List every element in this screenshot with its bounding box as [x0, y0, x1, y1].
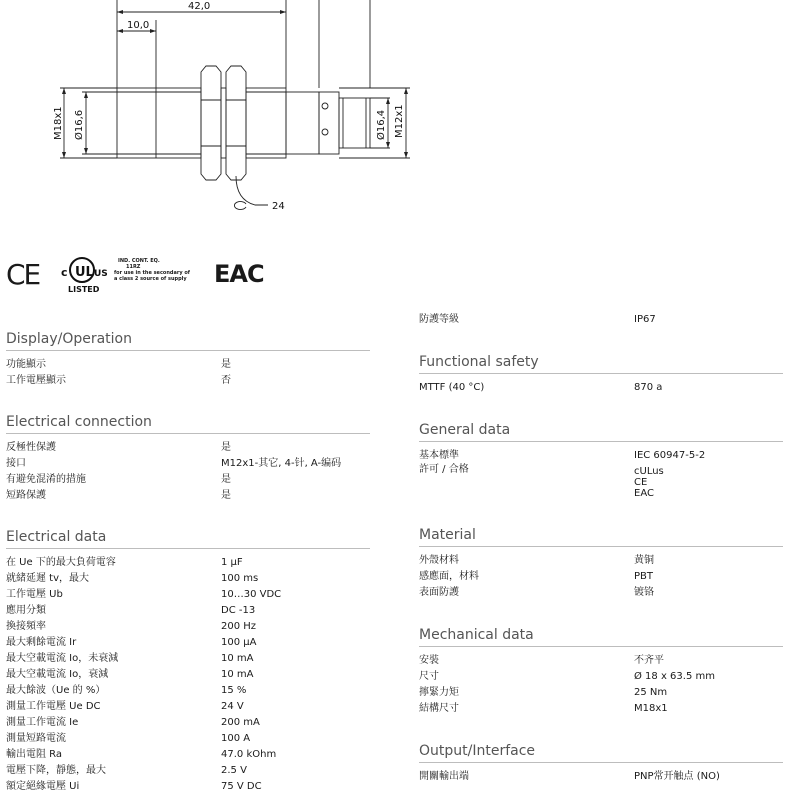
spec-row [6, 683, 370, 699]
spec-row [6, 357, 370, 373]
spec-row [6, 619, 370, 635]
section-display-operation [6, 331, 370, 389]
spec-value: 黄铜 [634, 555, 654, 566]
spec-value: DC -13 [221, 605, 256, 616]
dim-diameter-left: Ø16,6 [74, 109, 85, 140]
ul-caption [114, 258, 190, 282]
spec-row [6, 440, 370, 456]
spec-row [419, 553, 783, 569]
spec-row [6, 555, 370, 571]
ul-caption-line2: 11RZ [126, 264, 141, 270]
spec-label: 最大剩餘電流 Ir [6, 637, 77, 648]
spec-row [6, 603, 370, 619]
spec-label: 感應面，材料 [419, 571, 479, 582]
ce-mark: CE [6, 258, 40, 291]
spec-value: 是 [221, 490, 231, 501]
spec-label: 測量工作電流 Ie [6, 717, 79, 728]
spec-row [419, 585, 783, 601]
spec-label: 測量工作電壓 Ue DC [6, 701, 101, 712]
spec-row [6, 571, 370, 587]
spec-label: 輸出電阻 Ra [6, 749, 63, 760]
spec-row [6, 731, 370, 747]
spec-row [419, 769, 783, 785]
section-electrical-data [6, 529, 370, 795]
spec-row [419, 448, 783, 464]
spec-value: IEC 60947-5-2 [634, 450, 706, 461]
section-electrical-connection [6, 414, 370, 504]
spec-value: 100 µA [221, 637, 257, 648]
ul-c: c [61, 266, 68, 279]
spec-row [6, 747, 370, 763]
spec-value: 25 Nm [634, 687, 668, 698]
spec-label: 安裝 [419, 655, 439, 666]
spec-value: 10 mA [221, 653, 254, 664]
spec-value: 镀铬 [634, 587, 654, 598]
spec-row [6, 715, 370, 731]
ul-caption-line1: IND. CONT. EQ. [118, 258, 160, 264]
spec-label: 基本標準 [419, 450, 459, 461]
spec-value: 24 V [221, 701, 244, 712]
section-title: Functional safety [419, 354, 783, 374]
section-title: Electrical data [6, 529, 370, 549]
spec-value: 是 [221, 359, 231, 370]
spec-label: 測量短路電流 [6, 733, 66, 744]
spec-label: 外殼材料 [419, 555, 459, 566]
section-functional-safety [419, 354, 783, 396]
spec-value: Ø 18 x 63.5 mm [634, 671, 715, 682]
ul-caption-line4: a class 2 source of supply [114, 276, 187, 282]
spec-row [6, 699, 370, 715]
spec-row [6, 763, 370, 779]
spec-label: MTTF (40 °C) [419, 382, 485, 393]
spec-value: 100 ms [221, 573, 259, 584]
section-mechanical-data [419, 627, 783, 717]
ul-listed: LISTED [68, 285, 100, 294]
spec-label: 反極性保護 [6, 442, 56, 453]
spec-row [419, 669, 783, 685]
spec-value: 100 A [221, 733, 251, 744]
eac-mark: EAC [214, 260, 264, 288]
spec-row [6, 373, 370, 389]
spec-label: 最大空載電流 Io，衰減 [6, 669, 109, 680]
spec-label: 防護等級 [419, 314, 459, 325]
spec-value: 15 % [221, 685, 247, 696]
spec-label: 應用分類 [6, 605, 46, 616]
spec-value: 200 mA [221, 717, 260, 728]
spec-label: 結構尺寸 [419, 703, 459, 714]
dim-thread-left: M18x1 [53, 106, 64, 140]
spec-label: 有避免混淆的措施 [6, 474, 86, 485]
spec-label: 就緒延遲 tv，最大 [6, 573, 90, 584]
spec-row [419, 569, 783, 585]
approval-item: cULus [634, 466, 664, 477]
section-title: Display/Operation [6, 331, 370, 351]
spec-row [6, 456, 370, 472]
dim-length-10: 10,0 [127, 20, 150, 31]
spec-label: 額定絕緣電壓 Ui [6, 781, 80, 792]
spec-value: 47.0 kOhm [221, 749, 277, 760]
spec-row [6, 635, 370, 651]
spec-label: 工作電壓顯示 [6, 375, 66, 386]
spec-label: 最大餘波（Ue 的 %） [6, 685, 106, 696]
approval-item: EAC [634, 488, 654, 499]
spec-value: 是 [221, 474, 231, 485]
spec-label: 工作電壓 Ub [6, 589, 63, 600]
section-title: Mechanical data [419, 627, 783, 647]
spec-label: 表面防護 [419, 587, 459, 598]
protection-class-row [419, 312, 783, 328]
spec-label: 開關輸出端 [419, 771, 469, 782]
spec-row [6, 587, 370, 603]
spec-label: 換接頻率 [6, 621, 46, 632]
section-title: Material [419, 527, 783, 547]
spec-value: 75 V DC [221, 781, 262, 792]
spec-label: 擰緊力矩 [419, 687, 459, 698]
spec-label: 短路保護 [6, 490, 46, 501]
spec-row [6, 488, 370, 504]
spec-label: 電壓下降，靜態，最大 [6, 765, 106, 776]
dim-diameter-right: Ø16,4 [376, 109, 387, 140]
spec-row [6, 779, 370, 795]
spec-row [419, 685, 783, 701]
spec-value [634, 466, 783, 499]
spec-value: M12x1-其它, 4-针, A-编码 [221, 458, 342, 469]
spec-label: 最大空載電流 Io，未衰減 [6, 653, 119, 664]
spec-row [419, 312, 783, 328]
spec-row [419, 653, 783, 669]
section-material [419, 527, 783, 601]
spec-label: 在 Ue 下的最大負荷電容 [6, 557, 116, 568]
spec-value: 10…30 VDC [221, 589, 282, 600]
spec-row [419, 701, 783, 717]
section-output-interface [419, 743, 783, 785]
spec-row [6, 651, 370, 667]
spec-value: 否 [221, 375, 231, 386]
spec-value: 200 Hz [221, 621, 257, 632]
ul-caption-line3: for use in the secondary of [114, 270, 190, 276]
spec-value: 是 [221, 442, 231, 453]
dim-thread-right: M12x1 [394, 104, 405, 138]
spec-value: 870 a [634, 382, 663, 393]
dim-length-42: 42,0 [188, 1, 211, 12]
ul-us: US [94, 269, 108, 279]
spec-value: 1 µF [221, 557, 243, 568]
spec-value: 10 mA [221, 669, 254, 680]
spec-row [419, 464, 783, 501]
spec-row [419, 380, 783, 396]
spec-value: PNP常开触点 (NO) [634, 771, 720, 782]
dimension-drawing [0, 0, 430, 225]
spec-row [6, 667, 370, 683]
section-title: General data [419, 422, 783, 442]
spec-label: 許可 / 合格 [419, 464, 469, 475]
section-general-data [419, 422, 783, 501]
approval-item: CE [634, 477, 648, 488]
section-title: Electrical connection [6, 414, 370, 434]
spec-value: 不齐平 [634, 655, 664, 666]
spec-label: 接口 [6, 458, 26, 469]
spec-value: PBT [634, 571, 653, 582]
section-title: Output/Interface [419, 743, 783, 763]
ul-listed-mark [60, 254, 108, 294]
svg-text:UL: UL [75, 265, 94, 280]
spec-value: 2.5 V [221, 765, 247, 776]
certification-logos [0, 250, 300, 300]
spec-label: 功能顯示 [6, 359, 46, 370]
spec-row [6, 472, 370, 488]
spec-value: M18x1 [634, 703, 668, 714]
spec-label: 尺寸 [419, 671, 439, 682]
spec-value: IP67 [634, 314, 656, 325]
dim-wrench-size: 24 [272, 201, 285, 212]
